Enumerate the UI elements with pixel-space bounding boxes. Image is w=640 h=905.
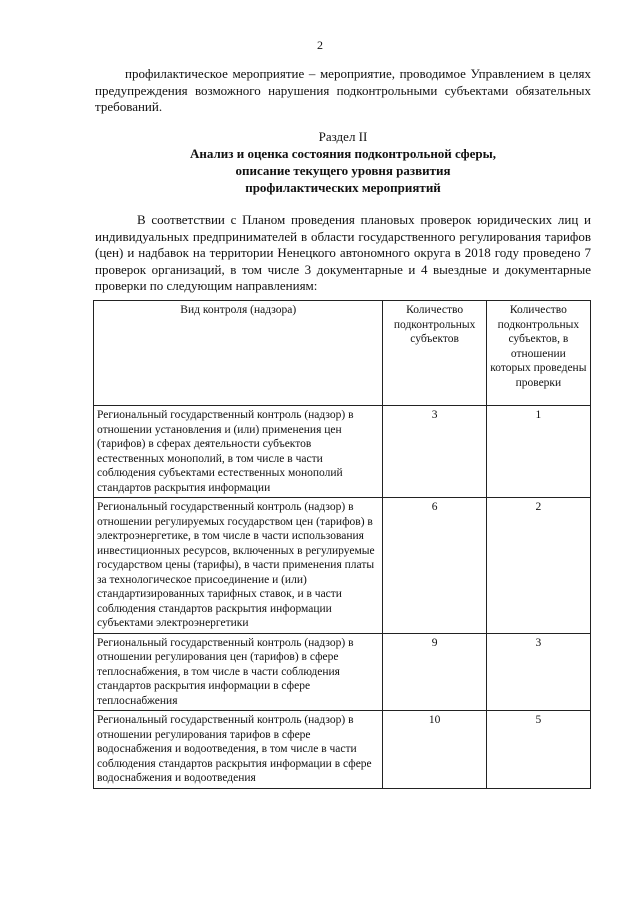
cell-inspected-count: 1 [486, 406, 590, 498]
table-row [94, 633, 591, 711]
cell-subjects-count: 10 [383, 711, 486, 789]
main-paragraph: В соответствии с Планом проведения плановых проверок юридических лиц и индивидуальных предпринимателей в области государственного регулирования тарифов (цен) и надбавок на территории Ненецкого автономного округа в 2018 году проведено 7 проверок организаций, в том числе 3 документарные и 4 выездные и документарные проверки по следующим направлениям: [95, 212, 591, 293]
table-row [94, 406, 591, 498]
header-inspected-count: Количество подконтрольных субъектов, в отношении которых проведены проверки [486, 301, 590, 406]
cell-control-type: Региональный государственный контроль (надзор) в отношении регулируемых государством цен (тарифов) в электроэнергетике, в том числе в части использования инвестиционных ресурсов, включенных в регулируемые государством цены (тарифы), в части применения платы за технологическое присоединение и (или) стандартизированных тарифных ставок, и в части соблюдения стандартов раскрытия информации субъектами электроэнергетики [94, 498, 383, 634]
section-title-line: профилактических мероприятий [245, 180, 441, 195]
cell-subjects-count: 6 [383, 498, 486, 634]
table-header-row [94, 301, 591, 406]
intro-paragraph: профилактическое мероприятие – мероприятие, проводимое Управлением в целях предупреждения возможного нарушения подконтрольными субъектами обязательных требований. [95, 66, 591, 114]
control-table [93, 300, 591, 789]
header-control-type: Вид контроля (надзора) [94, 301, 383, 406]
page-number: 2 [317, 38, 323, 52]
section-title [95, 145, 591, 196]
cell-inspected-count: 2 [486, 498, 590, 634]
cell-inspected-count: 3 [486, 633, 590, 711]
table-row [94, 498, 591, 634]
cell-control-type: Региональный государственный контроль (надзор) в отношении регулирования тарифов в сфере водоснабжения и водоотведения, в том числе в части соблюдения стандартов раскрытия информации в сфере водоснабжения и водоотведения [94, 711, 383, 789]
cell-control-type: Региональный государственный контроль (надзор) в отношении регулирования цен (тарифов) в сфере теплоснабжения, в том числе в части соблюдения стандартов раскрытия информации в сфере теплоснабжения [94, 633, 383, 711]
cell-inspected-count: 5 [486, 711, 590, 789]
table-row [94, 711, 591, 789]
section-label: Раздел II [318, 129, 368, 144]
section-title-line: описание текущего уровня развития [235, 163, 451, 178]
cell-subjects-count: 9 [383, 633, 486, 711]
header-subjects-count: Количество подконтрольных субъектов [383, 301, 486, 406]
section-title-line: Анализ и оценка состояния подконтрольной сферы, [189, 146, 497, 161]
cell-subjects-count: 3 [383, 406, 486, 498]
cell-control-type: Региональный государственный контроль (надзор) в отношении установления и (или) применения цен (тарифов) в сферах деятельности субъектов естественных монополий, в том числе в части соблюдения субъектами естественных монополий стандартов раскрытия информации [94, 406, 383, 498]
